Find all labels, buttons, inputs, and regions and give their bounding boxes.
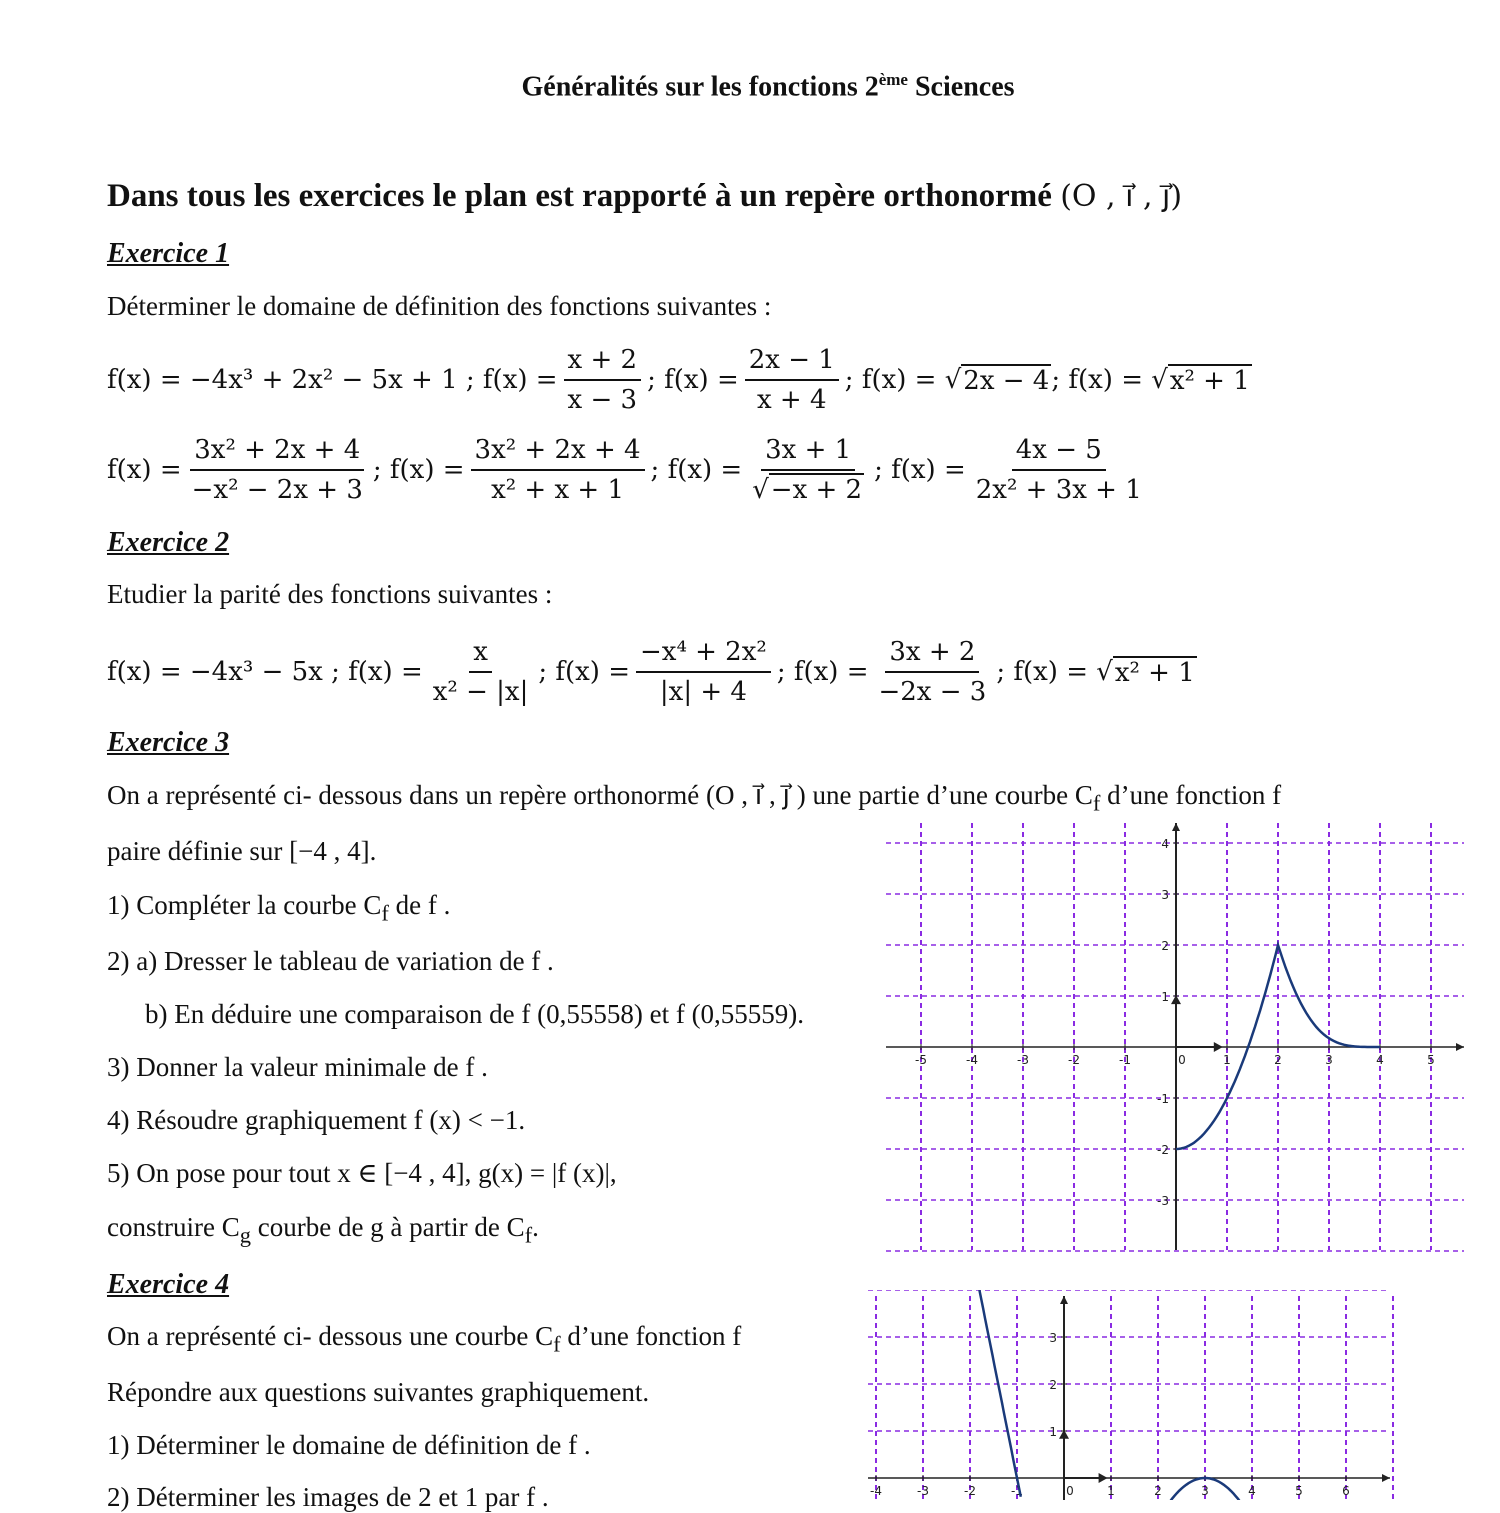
ex3-q5b-mid: courbe de g à partir de C [250,1212,525,1242]
x-tick-label: 6 [1342,1484,1350,1498]
ex3-q3: 3) Donner la valeur minimale de f . [107,1052,488,1082]
ex1-f1: f(x) = −4x³ + 2x² − 5x + 1 ; [107,365,475,395]
ex4-q1: 1) Déterminer le domaine de définition de f . [107,1430,591,1460]
ex4-heading: Exercice 4 [107,1269,230,1300]
x-tick-label: -2 [964,1484,976,1498]
ex1-f4-radicand: 2x − 4 [963,366,1050,396]
ex1-g2-lhs: ; f(x) = [372,455,465,485]
ex2-heading: Exercice 2 [107,527,230,558]
y-tick-label: 3 [1161,888,1169,902]
ex2-h4-fraction [874,637,990,707]
ex1-f3-lhs: ; f(x) = [647,365,739,395]
ex2-h4-lhs: ; f(x) = [776,657,869,687]
ex2-h2-num: x [469,637,492,673]
x-tick-label: -3 [917,1484,929,1498]
ex1-g2-fraction [471,435,645,505]
title-main: Généralités sur les fonctions 2 [521,71,879,103]
y-axis-arrow-icon [1172,823,1180,831]
ex2-h2-lhs: f(x) = [348,657,423,687]
ex3-q2a: 2) a) Dresser le tableau de variation de f . [107,946,554,976]
ex3-heading: Exercice 3 [107,727,230,758]
ex1-f5-radicand: x² + 1 [1169,366,1250,396]
ex4-line1-sub: f [553,1331,561,1357]
ex1-f2-fraction [564,345,642,415]
x-tick-label: -1 [1119,1053,1131,1067]
ex1-f2-den: x − 3 [567,385,638,415]
x-tick-label: 0 [1066,1484,1074,1498]
ex2-h3-lhs: ; f(x) = [538,657,630,687]
ex2-h3-fraction [636,637,771,707]
x-tick-label: 3 [1325,1053,1333,1067]
title-sup: ème [878,70,908,89]
ex3-line1-text: On a représenté ci- dessous dans un repère orthonormé (O , ı⃗ , ȷ⃗ ) une partie d’une courbe C [107,780,1093,810]
ex3-line1 [107,780,1281,816]
x-tick-label: 1 [1223,1053,1231,1067]
y-tick-label: -1 [1157,1092,1169,1106]
ex1-g3-sqrt: √ [752,475,769,505]
ex2-row [107,632,1197,712]
ex1-g2-num: 3x² + 2x + 4 [471,435,645,471]
y-tick-label: 2 [1049,1378,1057,1392]
x-tick-label: 0 [1178,1053,1186,1067]
x-axis-arrow-icon [1456,1043,1464,1051]
ex2-h4-den: −2x − 3 [878,677,987,707]
ex3-q2b: b) En déduire une comparaison de f (0,55558) et f (0,55559). [145,999,805,1029]
x-tick-label: 1 [1107,1484,1115,1498]
x-tick-label: -1 [1011,1484,1023,1498]
y-tick-label: 3 [1049,1331,1057,1345]
ex3-line2: paire définie sur [−4 , 4]. [107,836,377,866]
ex3-q5b-text: construire C [107,1212,240,1242]
ex1-f3-num: 2x − 1 [745,345,839,381]
x-tick-label: 3 [1201,1484,1209,1498]
ex2-h2-den: x² − |x| [432,677,529,707]
ex4-q2: 2) Déterminer les images de 2 et 1 par f . [107,1482,549,1512]
ex2-intro: Etudier la parité des fonctions suivantes : [107,579,553,609]
title-tail: Sciences [907,71,1015,103]
ex4-graph-axes [868,1296,1390,1500]
ex1-g4-den: 2x² + 3x + 1 [975,475,1142,505]
x-tick-label: 4 [1248,1484,1256,1498]
ex1-f4-lhs: ; f(x) = √ [844,365,962,395]
headline-text: Dans tous les exercices le plan est rapporté à un repère orthonormé [107,178,1052,214]
ex1-g2-den: x² + x + 1 [491,475,624,505]
ex2-h3-den: |x| + 4 [659,677,747,707]
ex1-g1-den: −x² − 2x + 3 [191,475,363,505]
x-tick-label: -4 [870,1484,882,1498]
ex3-q5: 5) On pose pour tout x ∈ [−4 , 4], g(x) = |f (x)|, [107,1158,617,1188]
ex3-graph [880,815,1470,1255]
y-axis-arrow-icon [1060,1296,1068,1304]
ex1-g1-lhs: f(x) = [107,455,182,485]
x-tick-label: -5 [915,1053,927,1067]
y-tick-label: 1 [1049,1425,1057,1439]
ex3-q1 [107,890,450,926]
x-tick-label: 5 [1427,1053,1435,1067]
ex3-line1-sub: f [1092,790,1101,816]
y-tick-label: 2 [1161,939,1169,953]
ex3-q5b [107,1212,539,1248]
ex4-graph-tick-labels [870,1331,1350,1498]
x-tick-label: -2 [1068,1053,1080,1067]
headline-math: (O , ı⃗ , ȷ⃗) [1060,179,1183,214]
ex4-line1-text: On a représenté ci- dessous une courbe C [107,1321,554,1351]
ex3-graph-tick-labels [915,837,1435,1208]
ex1-f5-lhs: ; f(x) = √ [1051,365,1168,395]
ex4-line1-tail: d’une fonction f [560,1321,742,1351]
ex3-q1-tail: de f . [388,890,451,920]
ex3-q4: 4) Résoudre graphiquement f (x) < −1. [107,1105,526,1135]
ex3-q1-text: 1) Compléter la courbe C [107,890,382,920]
ex2-h4-num: 3x + 2 [885,637,979,673]
ex1-g1-num: 3x² + 2x + 4 [190,435,364,471]
ex3-q5b-tail: . [532,1212,539,1242]
y-tick-label: -2 [1157,1143,1169,1157]
ex3-line1-tail: d’une fonction f [1100,780,1282,810]
ex1-intro: Déterminer le domaine de définition des fonctions suivantes : [107,291,772,321]
ex1-row2 [107,430,1152,510]
ex2-h3-num: −x⁴ + 2x² [636,637,771,673]
ex4-line1 [107,1321,741,1357]
ex1-f2-num: x + 2 [564,345,642,381]
ex4-line2: Répondre aux questions suivantes graphiquement. [107,1377,650,1407]
ex1-g4-num: 4x − 5 [1012,435,1106,471]
y-tick-label: 1 [1161,990,1169,1004]
headline [107,178,1182,215]
ex1-f3-fraction [745,345,839,415]
y-tick-label: 4 [1161,837,1169,851]
ex3-q1-sub: f [381,900,389,926]
document-title [0,70,1500,103]
ex1-g3-num: 3x + 1 [761,435,855,471]
x-tick-label: 2 [1274,1053,1282,1067]
x-tick-label: 2 [1154,1484,1162,1498]
ex4-graph [860,1290,1400,1500]
ex4-graph-curve [979,1290,1247,1500]
ex4-graph-grid [868,1290,1393,1500]
ex2-h5-radicand: x² + 1 [1114,658,1195,688]
ex1-g4-lhs: ; f(x) = [874,455,966,485]
unit-vector-i-arrow-icon [1214,1042,1223,1052]
ex1-heading: Exercice 1 [107,238,230,269]
x-tick-label: -3 [1017,1053,1029,1067]
ex1-g3-den: −x + 2 [770,475,863,505]
ex1-g3-fraction [748,435,868,505]
x-axis-arrow-icon [1382,1474,1390,1482]
unit-vector-i-arrow-icon [1099,1473,1108,1483]
ex1-f3-den: x + 4 [757,385,827,415]
ex1-g1-fraction [188,435,367,505]
y-tick-label: -3 [1157,1194,1169,1208]
ex3-q5b-sub: g [239,1222,251,1248]
ex1-g3-lhs: ; f(x) = [650,455,743,485]
ex2-h1: f(x) = −4x³ − 5x ; [107,657,340,687]
ex1-f2-lhs: f(x) = [482,365,558,395]
x-tick-label: 5 [1295,1484,1303,1498]
ex1-g4-fraction [972,435,1146,505]
ex2-h5-lhs: ; f(x) = √ [996,657,1113,687]
x-tick-label: 4 [1376,1053,1384,1067]
ex1-row1 [107,340,1252,420]
x-tick-label: -4 [966,1053,978,1067]
ex2-h2-fraction [429,637,533,707]
ex3-q5b-sub2: f [524,1222,533,1248]
